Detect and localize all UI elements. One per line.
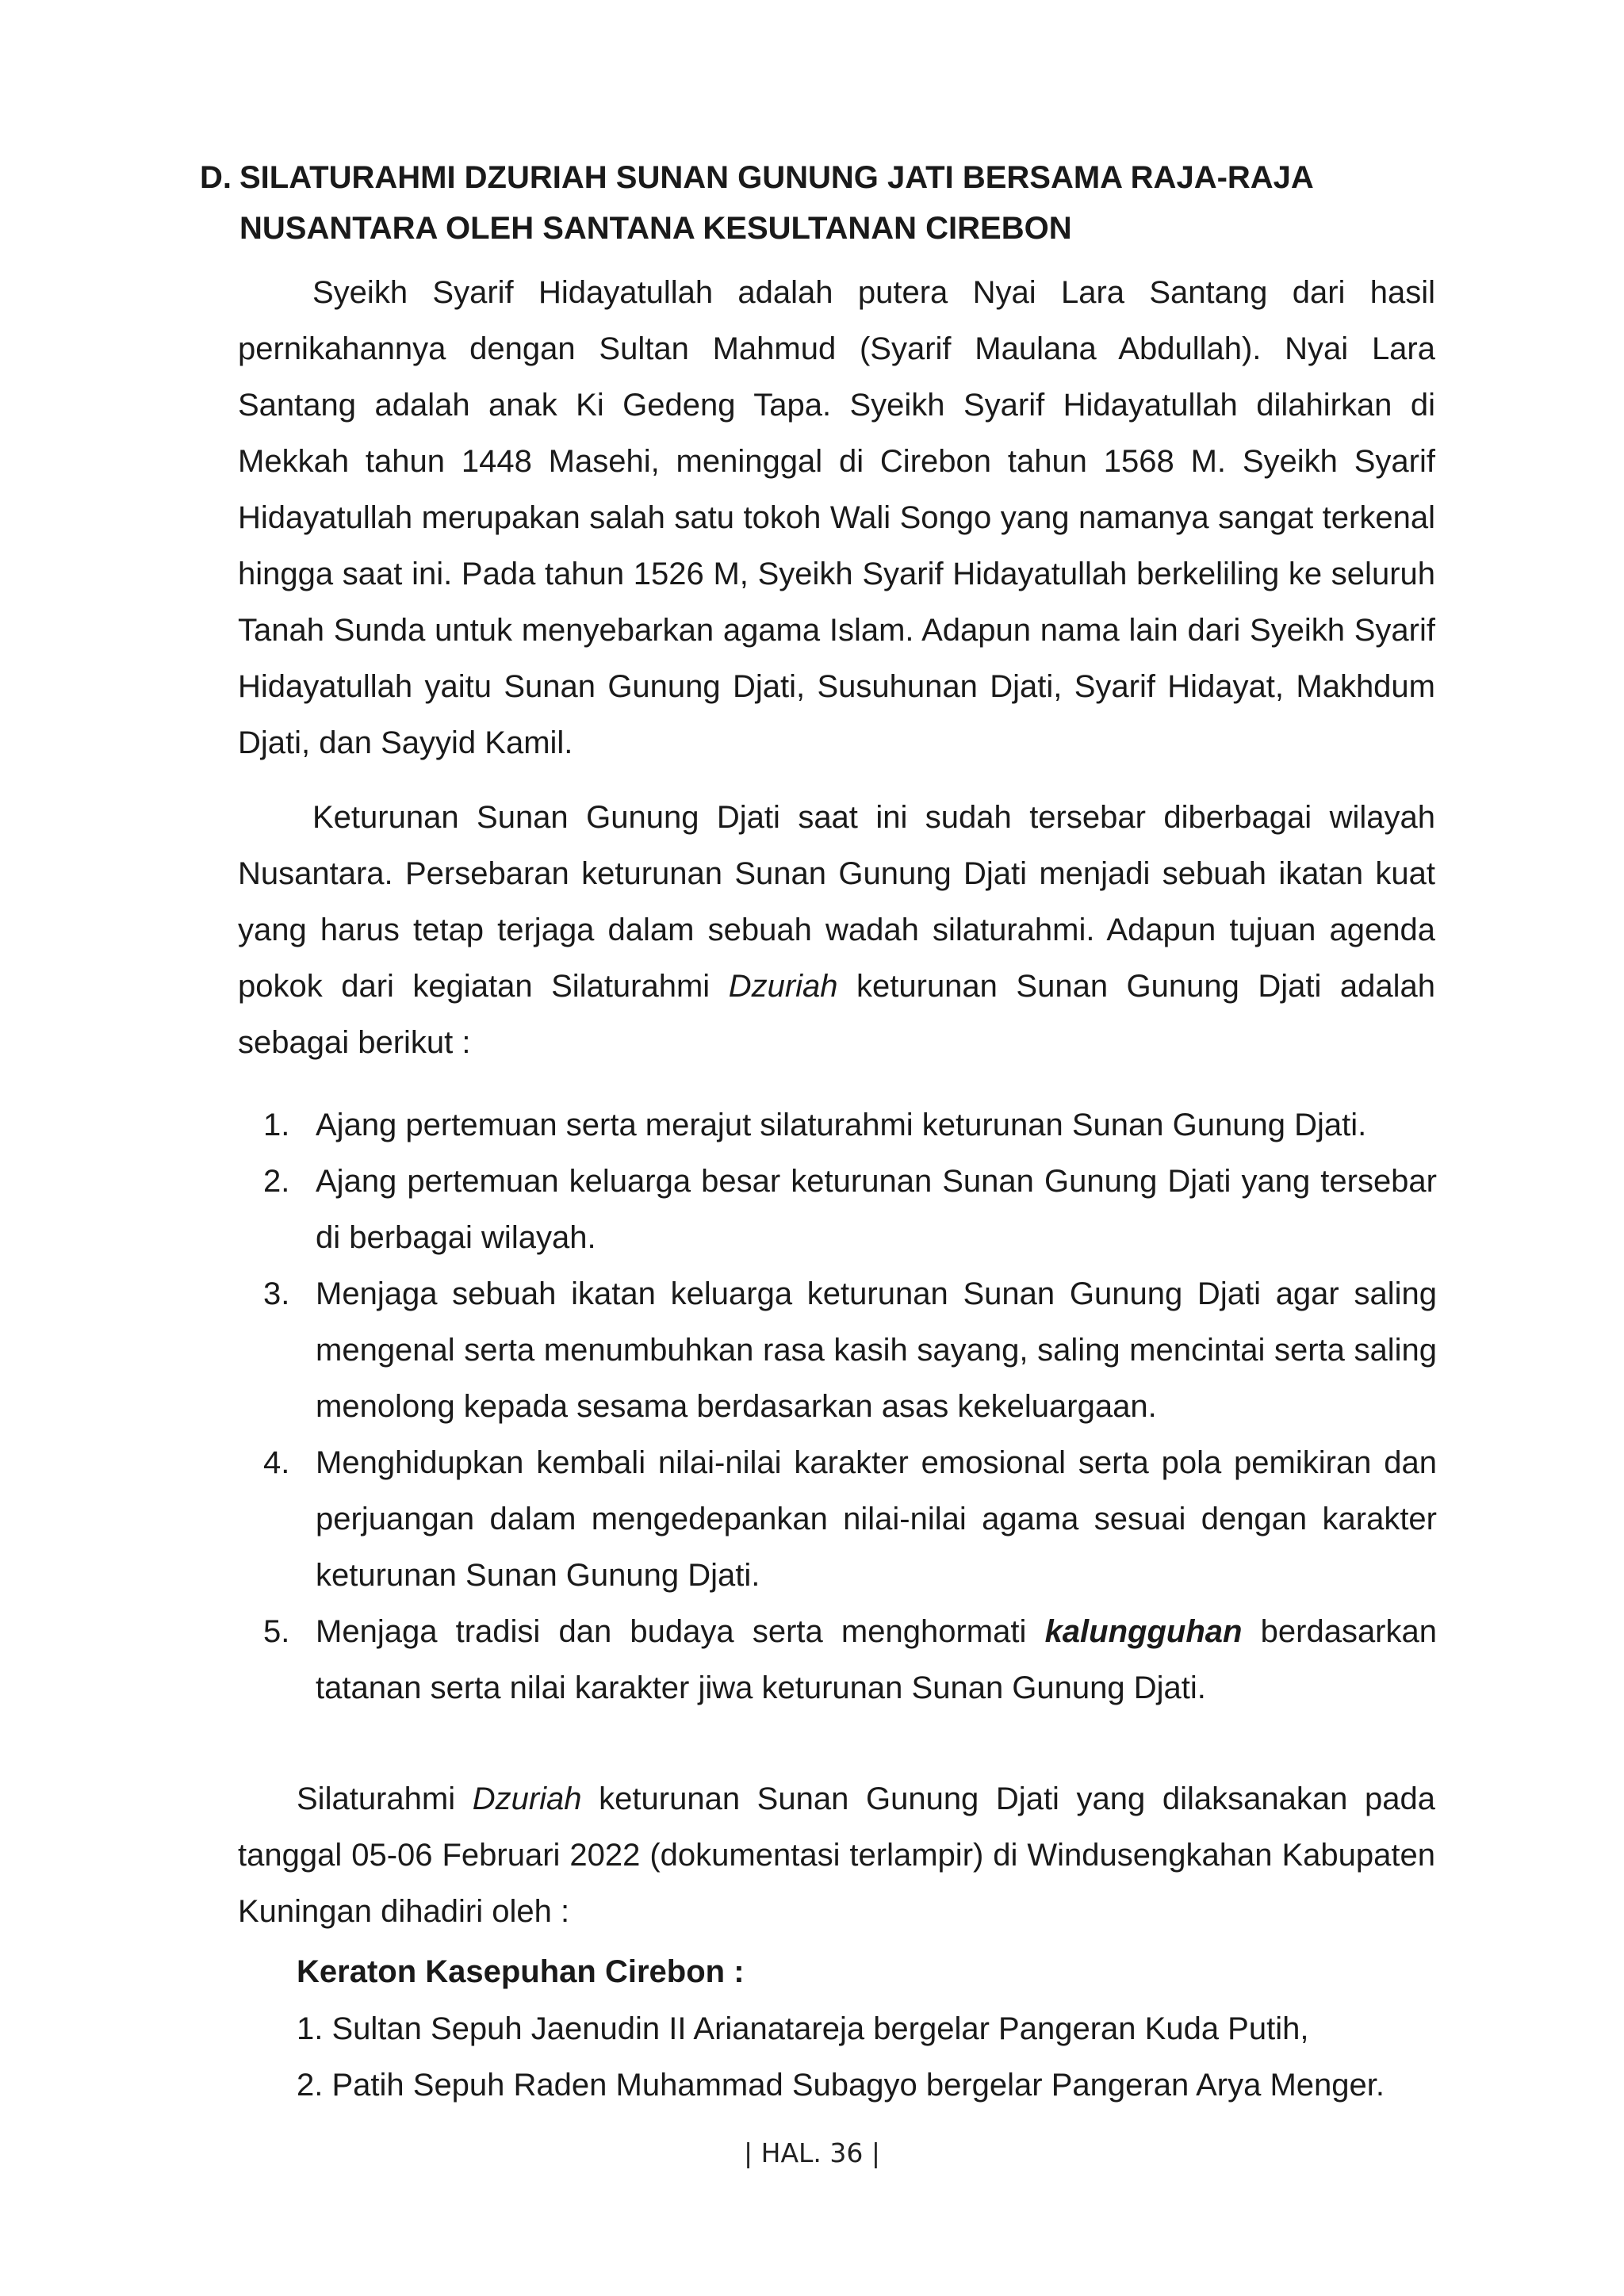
paragraph-event [238, 1771, 1435, 1940]
paragraph-intro-text: Syeikh Syarif Hidayatullah adalah putera Nyai Lara Santang dari hasil pernikahannya dengan Sultan Mahmud (Syarif Maulana Abdullah). Nyai Lara Santang adalah anak Ki Gedeng Tapa. Syeikh Syarif Hidayatullah dilahirkan di Mekkah tahun 1448 Masehi, meninggal di Cirebon tahun 1568 M. Syeikh Syarif Hidayatullah merupakan salah satu tokoh Wali Songo yang namanya sangat terkenal hingga saat ini. Pada tahun 1526 M, Syeikh Syarif Hidayatullah berkeliling ke seluruh Tanah Sunda untuk menyebarkan agama Islam. Adapun nama lain dari Syeikh Syarif Hidayatullah yaitu Sunan Gunung Djati, Susuhunan Djati, Syarif Hidayat, Makhdum Djati, dan Sayyid Kamil. [238, 275, 1435, 760]
paragraph-event-italic: Dzuriah [472, 1781, 582, 1816]
list-number: 1. [263, 1108, 290, 1142]
attendee-item: 1. Sultan Sepuh Jaenudin II Arianatareja bergelar Pangeran Kuda Putih, [297, 2011, 1309, 2046]
list-item [263, 1154, 1437, 1266]
list-text-emphasis: kalungguhan [1044, 1614, 1243, 1649]
page-number: | HAL. 36 | [744, 2137, 880, 2168]
list-text-end: berdasarkan tatanan serta nilai karakter jiwa keturunan Sunan Gunung Djati. [316, 1614, 1437, 1705]
list-text: Menghidupkan kembali nilai-nilai karakter emosional serta pola pemikiran dan perjuangan dalam mengedepankan nilai-nilai agama sesuai dengan karakter keturunan Sunan Gunung Djati. [316, 1445, 1437, 1593]
list-number: 4. [263, 1445, 290, 1480]
list-item [263, 1435, 1437, 1604]
list-item [263, 1266, 1437, 1435]
attendees-heading: Keraton Kasepuhan Cirebon : [297, 1954, 745, 1989]
attendees-list [297, 2001, 1385, 2114]
list-text: Menjaga sebuah ikatan keluarga keturunan Sunan Gunung Djati agar saling mengenal serta menumbuhkan rasa kasih sayang, saling mencintai serta saling menolong kepada sesama berdasarkan asas kekeluargaan. [316, 1276, 1437, 1424]
paragraph-event-text-end: keturunan Sunan Gunung Djati yang dilaksanakan pada tanggal 05-06 Februari 2022 (dokumentasi terlampir) di Windusengkahan Kabupaten Kuningan dihadiri oleh : [238, 1781, 1435, 1929]
list-text: Menjaga tradisi dan budaya serta menghormati [316, 1614, 1045, 1649]
section-letter: D. [200, 160, 232, 195]
paragraph-descendants [238, 790, 1435, 1071]
list-item [263, 1604, 1437, 1716]
paragraph-descendants-text-end: keturunan Sunan Gunung Djati adalah sebagai berikut : [238, 969, 1436, 1060]
list-number: 2. [263, 1164, 290, 1199]
paragraph-descendants-italic: Dzuriah [728, 969, 838, 1004]
list-text: Ajang pertemuan serta merajut silaturahmi keturunan Sunan Gunung Djati. [316, 1108, 1367, 1142]
goals-list [263, 1097, 1437, 1716]
list-item [263, 1097, 1437, 1154]
paragraph-descendants-text: Keturunan Sunan Gunung Djati saat ini sudah tersebar diberbagai wilayah Nusantara. Persebaran keturunan Sunan Gunung Djati menjadi sebuah ikatan kuat yang harus tetap terjaga dalam sebuah wadah silaturahmi. Adapun tujuan agenda pokok dari kegiatan Silaturahmi [238, 800, 1435, 1004]
paragraph-event-text: Silaturahmi [297, 1781, 473, 1816]
list-number: 3. [263, 1276, 290, 1311]
list-number: 5. [263, 1614, 290, 1649]
list-text: Ajang pertemuan keluarga besar keturunan Sunan Gunung Djati yang tersebar di berbagai wilayah. [316, 1164, 1437, 1255]
section-title: SILATURAHMI DZURIAH SUNAN GUNUNG JATI BERSAMA RAJA-RAJA NUSANTARA OLEH SANTANA KESULTANAN CIREBON [239, 160, 1313, 246]
section-heading [200, 152, 1469, 254]
paragraph-intro [238, 265, 1435, 771]
attendee-item: 2. Patih Sepuh Raden Muhammad Subagyo bergelar Pangeran Arya Menger. [297, 2068, 1385, 2103]
